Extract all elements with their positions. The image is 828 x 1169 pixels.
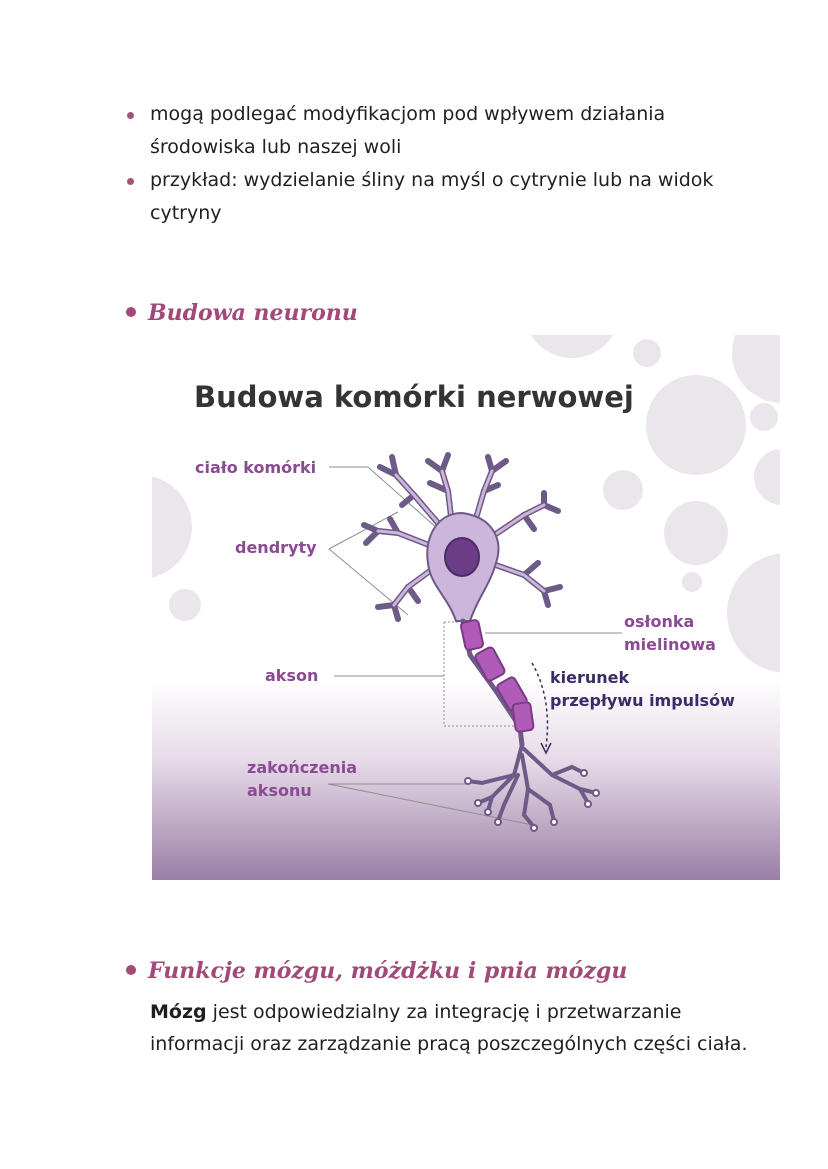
label-myelin-line1: osłonka <box>624 612 695 631</box>
label-axon: akson <box>265 666 319 685</box>
label-direction-line2: przepływu impulsów <box>550 691 735 710</box>
neuron-diagram-svg <box>152 335 780 880</box>
paragraph-brain <box>150 996 770 1060</box>
label-myelin-line2: mielinowa <box>624 635 716 654</box>
label-dendrites: dendryty <box>235 538 317 557</box>
section-heading-neuron <box>126 300 358 326</box>
diagram-title: Budowa komórki nerwowej <box>194 380 634 414</box>
bullet-item <box>123 164 743 230</box>
bullet-text: mogą podlegać modyfikacjom pod wpływem działania środowiska lub naszej woli <box>150 103 666 158</box>
bullet-list <box>123 98 743 230</box>
heading-dot-icon <box>126 307 136 317</box>
nucleus <box>445 538 479 576</box>
heading-text: Budowa neuronu <box>148 300 358 326</box>
heading-dot-icon <box>126 965 136 975</box>
bullet-item <box>123 98 743 164</box>
paragraph-bold-term: Mózg <box>150 1001 207 1023</box>
bullet-dot-icon <box>127 112 134 119</box>
label-terminals-line1: zakończenia <box>247 758 358 777</box>
section-heading-brain-functions <box>126 958 627 984</box>
heading-text: Funkcje mózgu, móżdżku i pnia mózgu <box>148 958 628 984</box>
bullet-dot-icon <box>127 178 134 185</box>
label-terminals-line2: aksonu <box>247 781 312 800</box>
neuron-diagram <box>152 335 780 880</box>
bullet-text: przykład: wydzielanie śliny na myśl o cytrynie lub na widok cytryny <box>150 169 714 224</box>
paragraph-text: jest odpowiedzialny za integrację i przetwarzanie informacji oraz zarządzanie pracą poszczególnych części ciała. <box>150 1001 748 1055</box>
label-direction-line1: kierunek <box>550 668 630 687</box>
label-cell-body: ciało komórki <box>195 458 317 477</box>
